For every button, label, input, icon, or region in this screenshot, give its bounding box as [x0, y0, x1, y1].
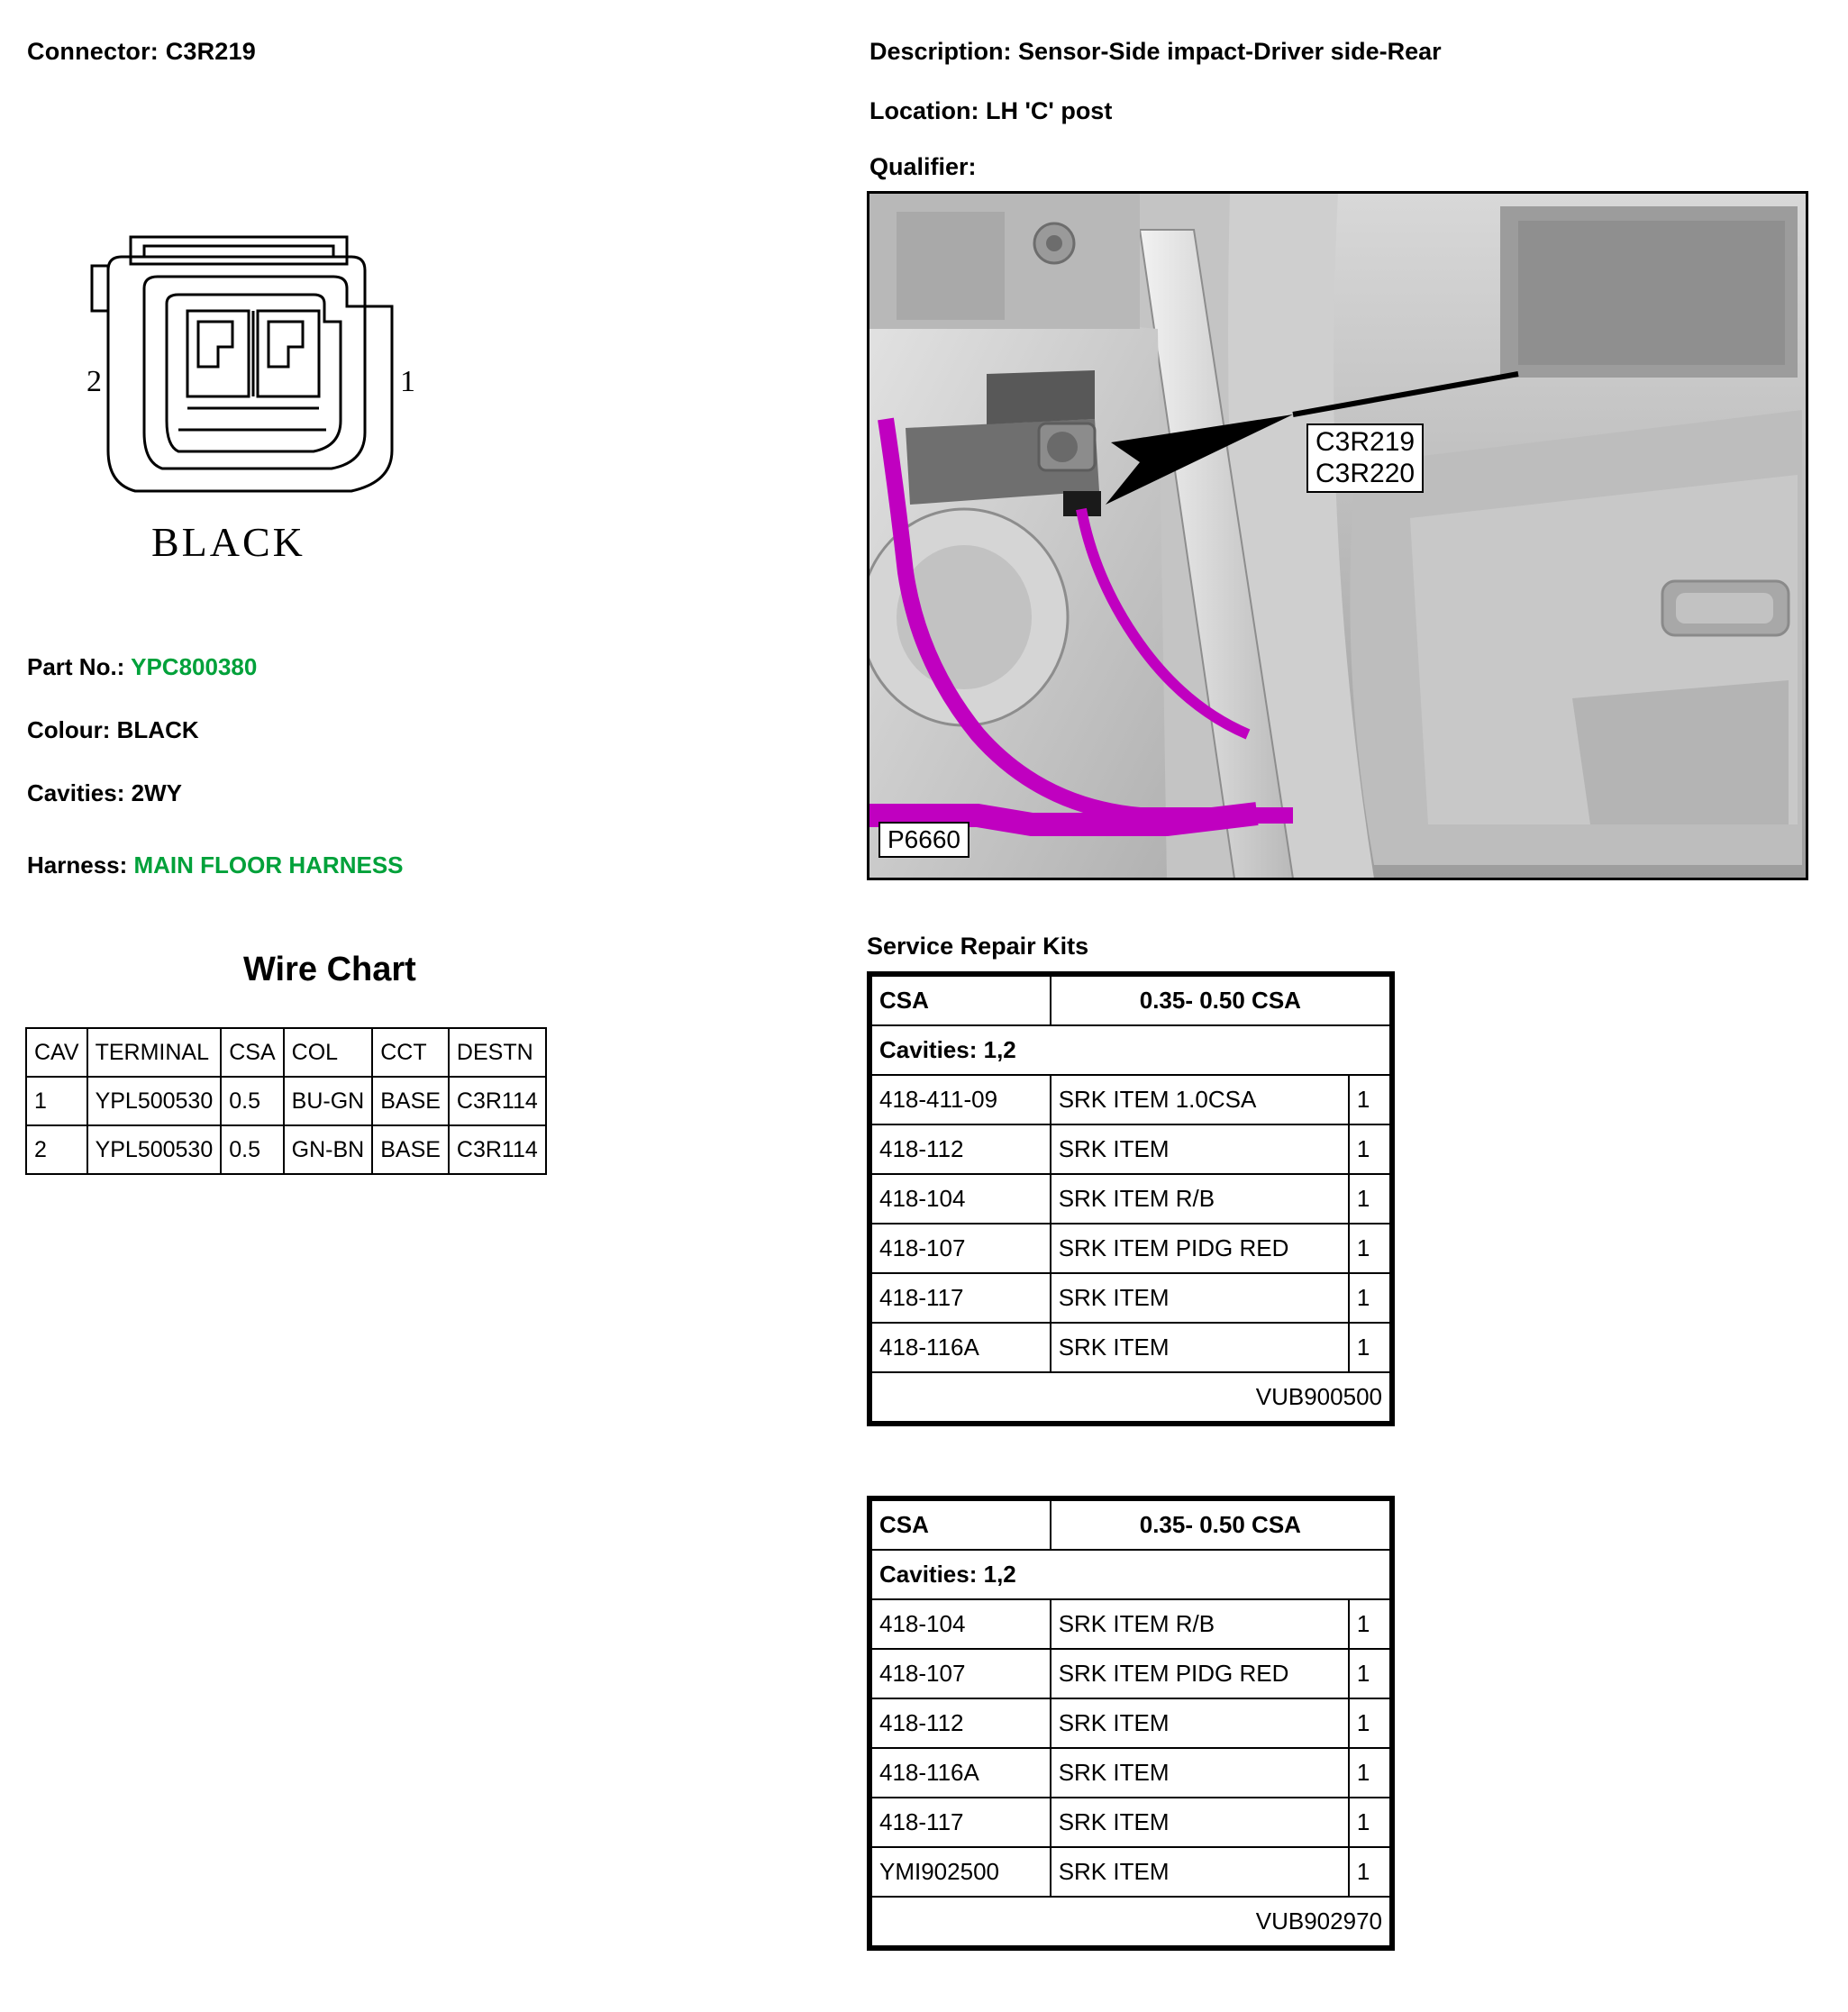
srk-csa-value: 0.35- 0.50 CSA — [1051, 976, 1390, 1025]
srk-item-qty: 1 — [1349, 1174, 1390, 1224]
srk-item-qty: 1 — [1349, 1224, 1390, 1273]
srk-item-qty: 1 — [1349, 1847, 1390, 1897]
srk-item-desc: SRK ITEM — [1051, 1323, 1349, 1372]
table-row — [871, 1124, 1390, 1174]
callout-line-c3r219: C3R219 — [1315, 427, 1416, 457]
harness-line — [27, 851, 404, 879]
table-row — [871, 1224, 1390, 1273]
srk-item-code: 418-116A — [871, 1748, 1051, 1798]
colour-line: Colour: BLACK — [27, 716, 199, 743]
table-row — [26, 1125, 546, 1174]
srk-item-qty: 1 — [1349, 1599, 1390, 1649]
table-row — [871, 1174, 1390, 1224]
srk-item-qty: 1 — [1349, 1323, 1390, 1372]
table-row — [871, 1075, 1390, 1124]
service-repair-kit-1 — [867, 971, 1395, 1426]
table-row — [26, 1077, 546, 1125]
srk-item-desc: SRK ITEM — [1051, 1748, 1349, 1798]
srk-item-desc: SRK ITEM 1.0CSA — [1051, 1075, 1349, 1124]
srk-item-desc: SRK ITEM — [1051, 1798, 1349, 1847]
srk-item-code: 418-107 — [871, 1224, 1051, 1273]
srk-cavities: Cavities: 1,2 — [871, 1025, 1390, 1075]
srk-item-desc: SRK ITEM — [1051, 1847, 1349, 1897]
srk-csa-label: CSA — [871, 976, 1051, 1025]
srk-item-qty: 1 — [1349, 1124, 1390, 1174]
wire-chart-title: Wire Chart — [243, 951, 416, 988]
srk-item-code: YMI902500 — [871, 1847, 1051, 1897]
part-number-label: Part No.: — [27, 653, 132, 680]
vehicle-location-photo — [867, 191, 1808, 880]
srk-item-qty: 1 — [1349, 1649, 1390, 1698]
wire-chart-header-row — [26, 1028, 546, 1077]
cell-cav: 2 — [26, 1125, 87, 1174]
pin-number-2: 2 — [86, 365, 102, 398]
table-row — [871, 1273, 1390, 1323]
srk-item-desc: SRK ITEM — [1051, 1273, 1349, 1323]
qualifier-line: Qualifier: — [869, 153, 977, 180]
photo-callout-p6660: P6660 — [878, 822, 970, 858]
pin-number-1: 1 — [400, 365, 415, 398]
srk-kit-number-row — [871, 1897, 1390, 1946]
photo-callout-connectors — [1306, 423, 1424, 493]
wire-chart-table — [25, 1027, 547, 1175]
srk-item-code: 418-117 — [871, 1273, 1051, 1323]
cell-col: GN-BN — [284, 1125, 373, 1174]
srk-kit-number: VUB900500 — [871, 1372, 1390, 1422]
srk-item-qty: 1 — [1349, 1798, 1390, 1847]
location-line: Location: LH 'C' post — [869, 97, 1113, 124]
table-row — [871, 1599, 1390, 1649]
connector-title: Connector: C3R219 — [27, 38, 256, 65]
srk-item-desc: SRK ITEM R/B — [1051, 1174, 1349, 1224]
cell-terminal: YPL500530 — [87, 1077, 222, 1125]
srk-item-qty: 1 — [1349, 1748, 1390, 1798]
srk-cavities: Cavities: 1,2 — [871, 1550, 1390, 1599]
wire-chart-col-csa: CSA — [221, 1028, 283, 1077]
wire-chart-col-cct: CCT — [372, 1028, 449, 1077]
srk-item-qty: 1 — [1349, 1698, 1390, 1748]
srk-csa-label: CSA — [871, 1500, 1051, 1550]
srk-header-row — [871, 976, 1390, 1025]
srk-csa-value: 0.35- 0.50 CSA — [1051, 1500, 1390, 1550]
srk-header-row — [871, 1500, 1390, 1550]
callout-line-c3r220: C3R220 — [1315, 458, 1416, 488]
srk-item-code: 418-112 — [871, 1124, 1051, 1174]
table-row — [871, 1748, 1390, 1798]
srk-item-code: 418-104 — [871, 1599, 1051, 1649]
cell-destn: C3R114 — [449, 1125, 546, 1174]
table-row — [871, 1847, 1390, 1897]
description-line: Description: Sensor-Side impact-Driver side-Rear — [869, 38, 1442, 65]
cell-destn: C3R114 — [449, 1077, 546, 1125]
srk-item-desc: SRK ITEM R/B — [1051, 1599, 1349, 1649]
table-row — [871, 1649, 1390, 1698]
srk-item-code: 418-107 — [871, 1649, 1051, 1698]
part-number-value: YPC800380 — [131, 653, 258, 680]
connector-colour-caption: BLACK — [151, 519, 305, 565]
srk-item-desc: SRK ITEM — [1051, 1124, 1349, 1174]
srk-item-desc: SRK ITEM PIDG RED — [1051, 1649, 1349, 1698]
wire-chart-col-cav: CAV — [26, 1028, 87, 1077]
wire-chart-col-destn: DESTN — [449, 1028, 546, 1077]
cell-cct: BASE — [372, 1077, 449, 1125]
service-repair-kits-title: Service Repair Kits — [867, 933, 1089, 960]
srk-table-2 — [870, 1499, 1391, 1947]
cell-col: BU-GN — [284, 1077, 373, 1125]
srk-item-qty: 1 — [1349, 1273, 1390, 1323]
cell-csa: 0.5 — [221, 1077, 283, 1125]
srk-item-desc: SRK ITEM — [1051, 1698, 1349, 1748]
srk-item-code: 418-104 — [871, 1174, 1051, 1224]
cell-cav: 1 — [26, 1077, 87, 1125]
srk-item-qty: 1 — [1349, 1075, 1390, 1124]
table-row — [871, 1798, 1390, 1847]
table-row — [871, 1698, 1390, 1748]
wire-chart-col-terminal: TERMINAL — [87, 1028, 222, 1077]
srk-item-desc: SRK ITEM PIDG RED — [1051, 1224, 1349, 1273]
srk-item-code: 418-112 — [871, 1698, 1051, 1748]
srk-item-code: 418-117 — [871, 1798, 1051, 1847]
srk-kit-number: VUB902970 — [871, 1897, 1390, 1946]
cavities-line: Cavities: 2WY — [27, 779, 182, 806]
cell-csa: 0.5 — [221, 1125, 283, 1174]
wire-chart-col-col: COL — [284, 1028, 373, 1077]
srk-cavities-row — [871, 1025, 1390, 1075]
part-number-line — [27, 653, 257, 681]
harness-value: MAIN FLOOR HARNESS — [133, 851, 404, 879]
service-repair-kit-2 — [867, 1496, 1395, 1951]
srk-cavities-row — [871, 1550, 1390, 1599]
srk-kit-number-row — [871, 1372, 1390, 1422]
srk-item-code: 418-116A — [871, 1323, 1051, 1372]
cell-cct: BASE — [372, 1125, 449, 1174]
table-row — [871, 1323, 1390, 1372]
srk-table-1 — [870, 975, 1391, 1423]
cell-terminal: YPL500530 — [87, 1125, 222, 1174]
harness-label: Harness: — [27, 851, 134, 879]
srk-item-code: 418-411-09 — [871, 1075, 1051, 1124]
